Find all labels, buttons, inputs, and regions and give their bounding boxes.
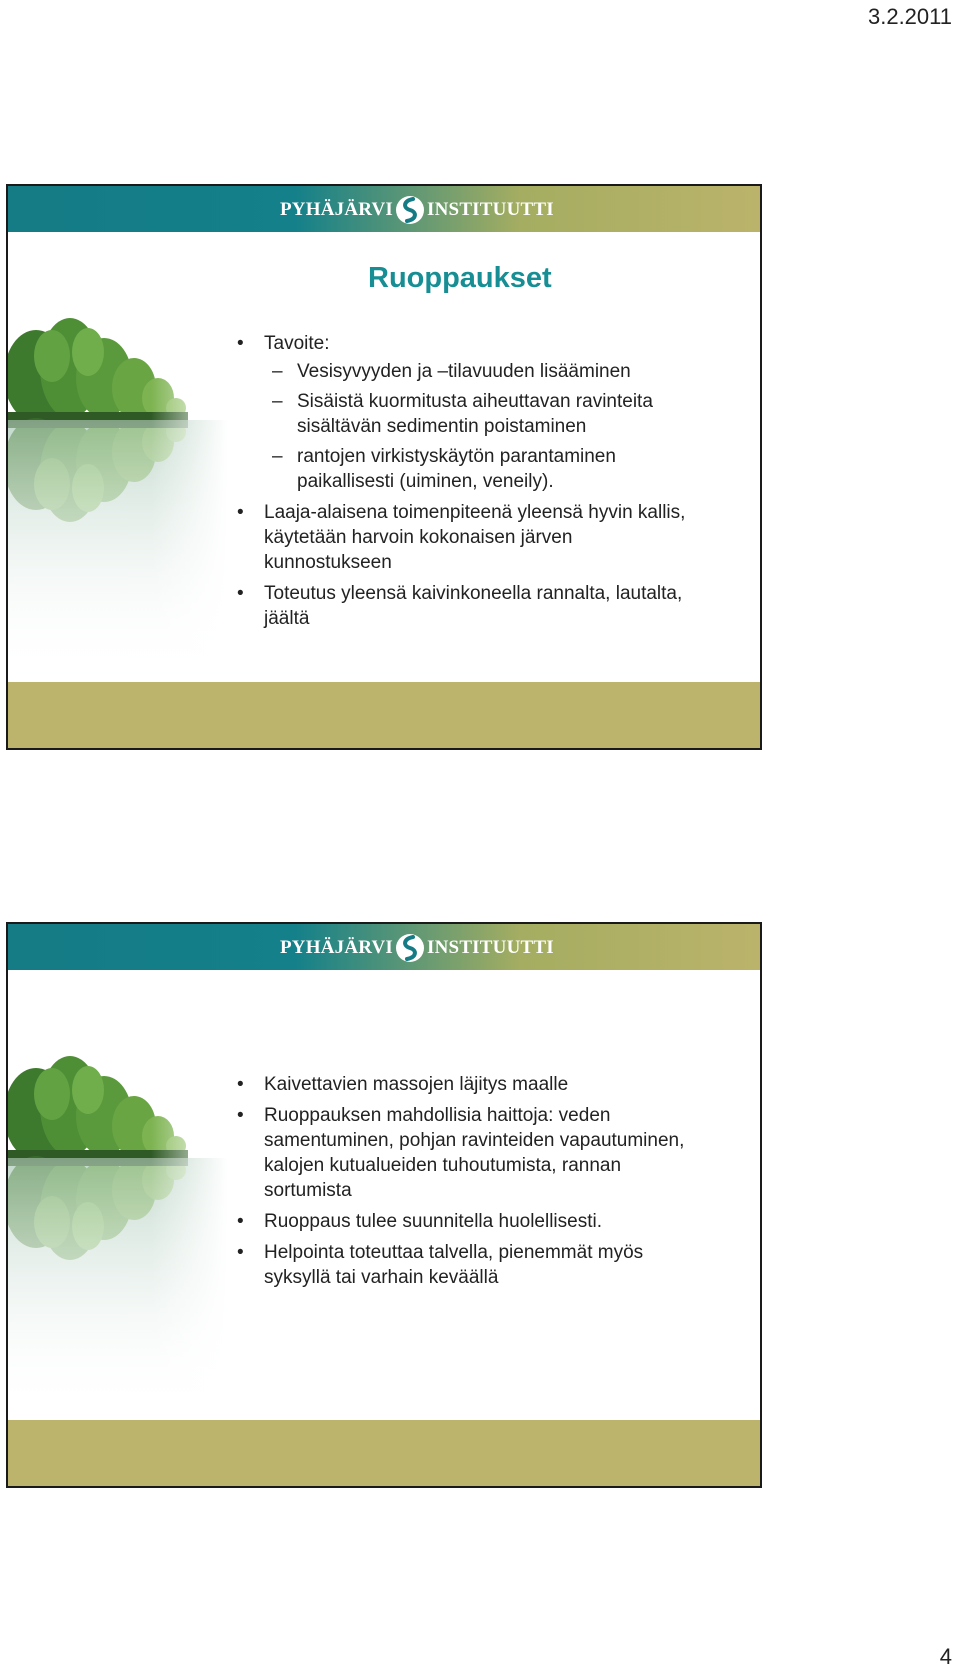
slide-1 (6, 184, 762, 750)
bullet-text: Tavoite: (264, 333, 330, 354)
logo-right-text: INSTITUUTTI (427, 937, 554, 958)
lake-trees-photo (8, 296, 228, 676)
slide-footer-band (8, 1420, 760, 1486)
institute-logo (280, 934, 554, 962)
bullet-item: • Laaja-alaisena toimenpiteenä yleensä hyvin kallis, käytetään harvoin kokonaisen järven kunnostukseen (234, 500, 704, 575)
bullet-item (234, 331, 704, 494)
slide-title: Ruoppaukset (368, 262, 552, 294)
lake-trees-photo (8, 1034, 228, 1414)
bullet-item: • Toteutus yleensä kaivinkoneella rannalta, lautalta, jäältä (234, 581, 704, 631)
sub-bullet-item: – rantojen virkistyskäytön parantaminen paikallisesti (uiminen, veneily). (264, 444, 704, 494)
sub-bullet-item: – Sisäistä kuormitusta aiheuttavan ravinteita sisältävän sedimentin poistaminen (264, 389, 704, 439)
slide-content (234, 331, 704, 637)
logo-mark-icon (395, 195, 425, 225)
bullet-item: • Ruoppauksen mahdollisia haittoja: veden samentuminen, pohjan ravinteiden vapautuminen, kalojen kutualueiden tuhoutumista, rannan sortumista (234, 1103, 704, 1203)
logo-mark-icon (395, 933, 425, 963)
bullet-item: • Helpointa toteuttaa talvella, pienemmät myös syksyllä tai varhain keväällä (234, 1240, 704, 1290)
slide-2 (6, 922, 762, 1488)
logo-right-text: INSTITUUTTI (427, 199, 554, 220)
bullet-item: • Ruoppaus tulee suunnitella huolellisesti. (234, 1209, 704, 1234)
bullet-item: • Kaivettavien massojen läjitys maalle (234, 1072, 704, 1097)
logo-left-text: PYHÄJÄRVI (280, 937, 394, 958)
slide-footer-band (8, 682, 760, 748)
slide-content (234, 1072, 704, 1296)
sub-bullet-item: – Vesisyvyyden ja –tilavuuden lisääminen (264, 359, 704, 384)
page-number: 4 (939, 1644, 952, 1669)
page-date: 3.2.2011 (867, 4, 952, 29)
logo-left-text: PYHÄJÄRVI (280, 199, 394, 220)
institute-logo (280, 196, 554, 224)
